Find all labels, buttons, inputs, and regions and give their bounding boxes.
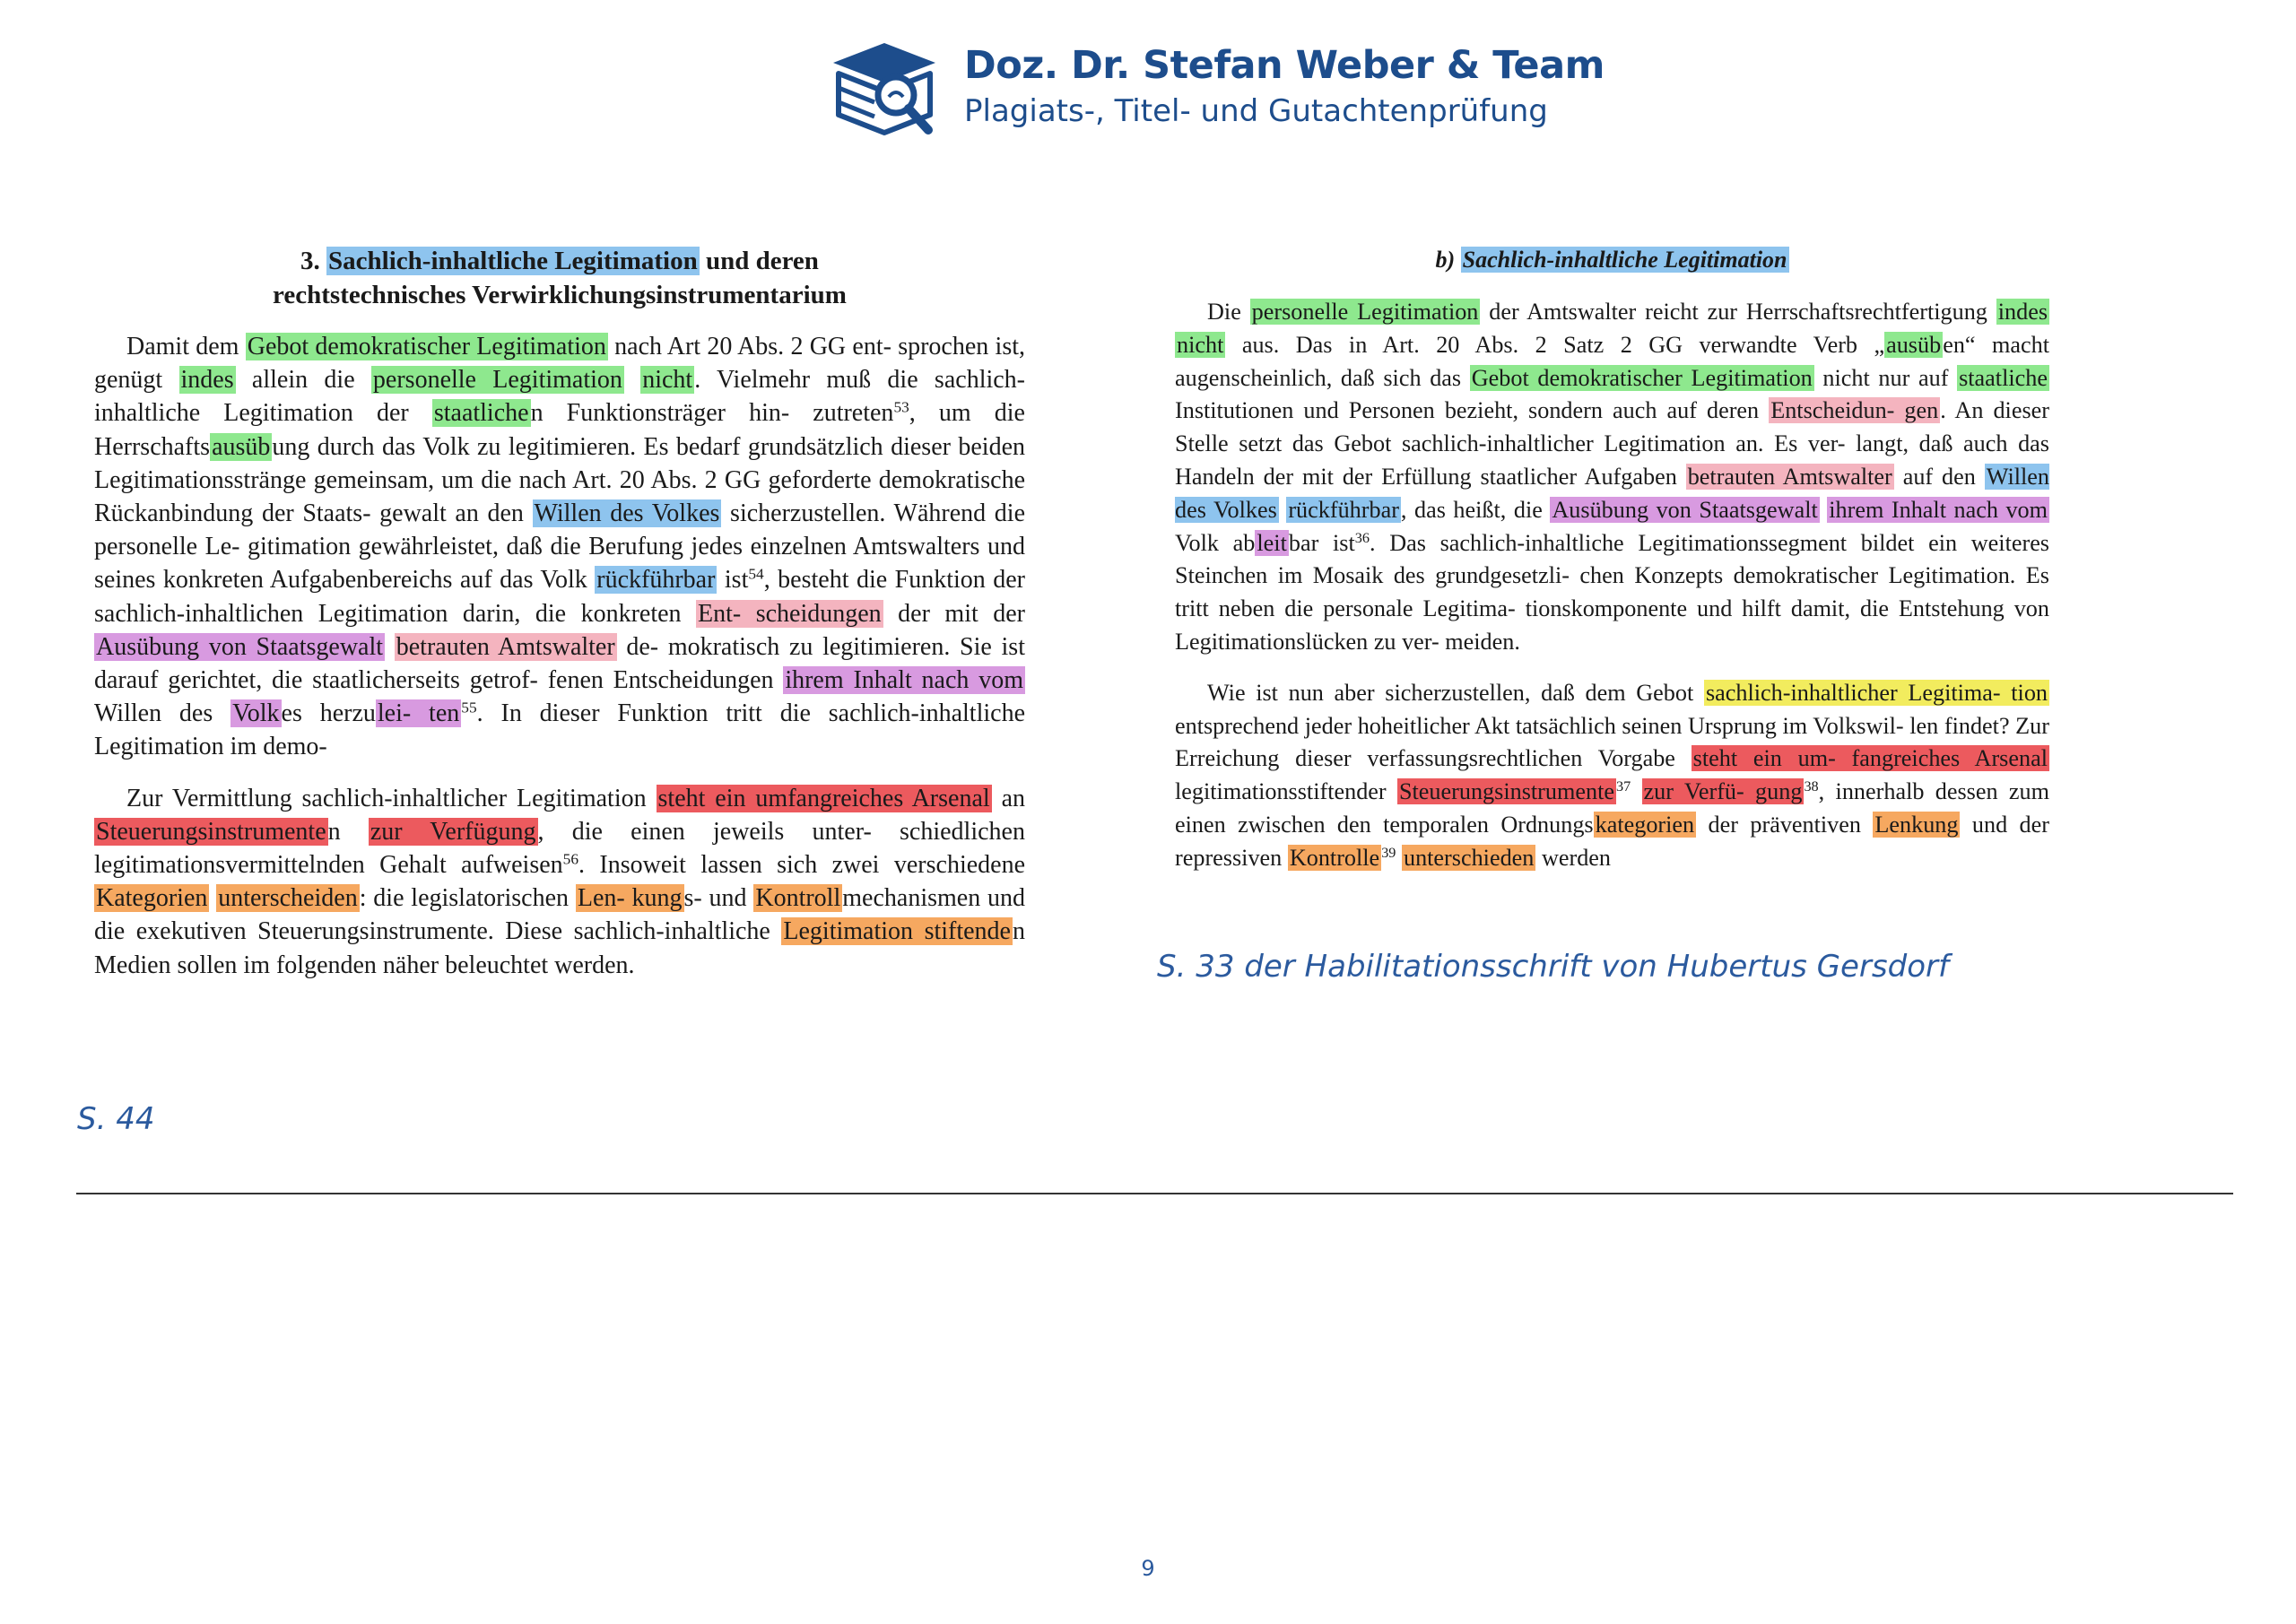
text-run: und der repressiven	[1175, 811, 2049, 871]
page-header	[830, 36, 1605, 143]
highlight-span: Volk	[232, 699, 280, 728]
highlight-span: indes	[1997, 299, 2048, 325]
text-run: . Das sachlich-inhaltliche Legitimationssegment bildet ein weiteres Steinchen im Mosaik des grundgesetzli- chen Konzepts demokratischer Legitimation. Es tritt neben die personale Legitima- tionskomponente und hilft damit, die Entstehung von Legitimationslücken zu ver- meiden.	[1175, 529, 2050, 655]
highlight-span: unterschieden	[1403, 844, 1535, 871]
highlight-span: kategorien	[1595, 811, 1695, 838]
highlight-span: zur Verfü- gung	[1643, 778, 1803, 805]
text-run: der präventiven	[1696, 811, 1874, 838]
highlight-span: betrauten Amtswalter	[1687, 463, 1892, 490]
highlight-span: zur Verfügung	[370, 817, 536, 846]
footnote-ref: 39	[1381, 844, 1396, 861]
text-run: nicht nur auf	[1813, 364, 1958, 391]
text-run: : die legislatorischen	[359, 884, 576, 913]
highlight-span: Willen des Volkes	[534, 499, 720, 528]
text-run: s- und	[683, 884, 754, 913]
text-run: Institutionen und Personen bezieht, sondern auch auf deren	[1175, 397, 1770, 424]
text-run: legitimationsstiftender	[1175, 778, 1397, 805]
brand-title: Doz. Dr. Stefan Weber & Team	[964, 43, 1605, 88]
footnote-ref: 53	[893, 398, 909, 416]
source-excerpt-left	[94, 244, 1025, 982]
paragraph	[94, 330, 1025, 764]
section-heading-right	[1175, 244, 2049, 276]
caption-left: S. 44	[77, 1101, 155, 1137]
divider	[76, 1193, 2233, 1194]
caption-right: S. 33 der Habilitationsschrift von Hubertus Gersdorf	[1157, 949, 1949, 985]
book-magnifier-logo-icon	[830, 39, 939, 138]
text-run: auf den	[1893, 463, 1985, 490]
highlight-span: Lenkung	[1874, 811, 1959, 838]
highlight-span: Steuerungsinstrumente	[1398, 778, 1614, 805]
text-run: . Vielmehr muß die sachlich-inhaltliche Legitimation der	[94, 366, 1025, 428]
text-run	[1396, 845, 1402, 871]
highlight-span: Entscheidun- gen	[1770, 397, 1939, 424]
highlight-span: staatliche	[433, 399, 529, 428]
text-run: an	[991, 784, 1026, 812]
highlight-span: Ent- scheidungen	[698, 599, 882, 628]
highlight-span: unterscheiden	[218, 884, 358, 913]
text-run: Wie ist nun aber sicherzustellen, daß dem Gebot	[1207, 679, 1704, 706]
brand-subtitle: Plagiats-, Titel- und Gutachtenprüfung	[964, 93, 1548, 129]
highlight-span: ausüb	[1886, 331, 1942, 358]
highlight-span: ausüb	[212, 432, 271, 461]
text-run: entsprechend jeder hoheitlicher Akt tatsächlich seinen Ursprung im Volkswil- len findet? Zur Erreichung dieser verfassungsrechtlichen Vorgabe	[1175, 712, 2049, 772]
footnote-ref: 38	[1804, 778, 1819, 795]
text-run: , besteht die Funktion der sachlich-inhaltlichen Legitimation darin, die konkreten	[94, 566, 1025, 628]
highlight-span: Kontroll	[755, 884, 841, 913]
highlight-span: sachlich-inhaltlicher Legitima- tion	[1705, 679, 2048, 706]
text-run: es herzu	[281, 699, 376, 728]
highlight-span: nicht	[642, 366, 693, 395]
highlight-span: lei- ten	[377, 699, 460, 728]
highlight-span: Sachlich-inhaltliche Legitimation	[1462, 247, 1787, 273]
highlight-span: Willen des Volkes	[1175, 463, 2049, 523]
highlight-span: leit	[1257, 529, 1287, 556]
section-heading-left: 3. Sachlich-inhaltliche Legitimation und deren rechtstechnisches Verwirklichungsinstrumentarium	[273, 247, 847, 309]
page-number: 9	[1141, 1556, 1155, 1581]
highlight-span: Legitimation stiftende	[783, 917, 1011, 946]
highlight-span: Kontrolle	[1289, 844, 1380, 871]
footnote-ref: 54	[748, 565, 764, 583]
heading-line: rechtstechnisches Verwirklichungsinstrumentarium	[273, 281, 847, 309]
paragraph	[1175, 677, 2049, 875]
text-run: . In dieser Funktion tritt die sachlich-inhaltliche Legitimation im demo-	[94, 699, 1025, 761]
footnote-ref: 56	[562, 850, 579, 868]
text-run: bar ist	[1288, 529, 1355, 556]
highlight-span: indes	[180, 366, 234, 395]
highlight-span: Sachlich-inhaltliche Legitimation	[328, 247, 698, 275]
text-run	[1820, 497, 1828, 523]
text-run: . Insoweit lassen sich zwei verschiedene	[578, 851, 1026, 880]
text-run: allein die	[235, 366, 371, 395]
text-run: Zur Vermittlung sachlich-inhaltlicher Legitimation	[126, 784, 657, 812]
highlight-span: personelle Legitimation	[372, 366, 622, 395]
highlight-span: Gebot demokratischer Legitimation	[247, 333, 606, 360]
text-run: en“ macht augenscheinlich, daß sich das	[1175, 331, 2049, 391]
footnote-ref: 55	[461, 699, 477, 716]
highlight-span: ihrem Inhalt nach vom	[785, 666, 1023, 695]
highlight-span: nicht	[1177, 331, 1224, 358]
text-run: ung durch das Volk zu legitimieren. Es bedarf grundsätzlich dieser beiden Legitimationsstränge gemeinsam, um die nach Art. 20 Abs. 2 GG geforderte demokratische Rückanbindung der Staats- gewalt an den	[94, 432, 1025, 528]
text-run	[1631, 778, 1641, 804]
footnote-ref: 36	[1354, 529, 1370, 546]
text-run: sicherzustellen. Während die personelle Le- gitimation gewährleistet, daß die Berufung jedes einzelnen Amtswalters und seines konkreten Aufgabenbereichs auf das Volk	[94, 499, 1025, 595]
text-run	[385, 633, 395, 661]
highlight-span: steht ein um- fangreiches Arsenal	[1692, 745, 2048, 772]
heading-prefix: b)	[1435, 247, 1461, 273]
text-run: n Medien sollen im folgenden näher beleuchtet werden.	[94, 917, 1025, 979]
text-run: der mit der	[883, 599, 1025, 628]
text-run: . An dieser Stelle setzt das Gebot sachlich-inhaltlicher Legitimation an. Es ver- langt, daß auch das Handeln der mit der Erfüllung staatlicher Aufgaben	[1175, 397, 2049, 490]
text-run: werden	[1535, 844, 1612, 871]
text-run: Damit dem	[126, 333, 246, 360]
paragraph	[1175, 296, 2049, 659]
footnote-ref: 37	[1615, 778, 1631, 795]
highlight-span: Steuerungsinstrumente	[96, 817, 326, 846]
text-run: , innerhalb dessen zum einen zwischen den temporalen Ordnungs	[1175, 778, 2049, 838]
text-run	[624, 366, 640, 394]
paragraph	[94, 782, 1025, 982]
text-run: ist	[717, 566, 749, 595]
highlight-span: ihrem Inhalt nach vom	[1829, 496, 2048, 523]
text-run: de- mokratisch zu legitimieren. Sie ist darauf gerichtet, die staatlicherseits getrof- fenen Entscheidungen	[94, 632, 1025, 695]
highlight-span: Gebot demokratischer Legitimation	[1471, 364, 1813, 391]
highlight-span: rückführbar	[1288, 496, 1399, 523]
highlight-span: rückführbar	[596, 566, 716, 595]
highlight-span: Kategorien	[96, 884, 208, 913]
source-excerpt-right	[1175, 244, 2049, 875]
text-run: Volk ab	[1175, 529, 1256, 556]
highlight-span: personelle Legitimation	[1251, 299, 1479, 325]
highlight-span: Ausübung von Staatsgewalt	[1552, 496, 1818, 523]
text-run: nach Art 20 Abs. 2 GG ent- sprochen ist, genügt	[94, 333, 1026, 395]
highlight-span: betrauten Amtswalter	[396, 632, 615, 661]
text-run: , um die Herrschafts	[94, 399, 1025, 461]
text-run: aus. Das in Art. 20 Abs. 2 Satz 2 GG verwandte Verb „	[1225, 331, 1885, 358]
text-run: Die	[1207, 299, 1250, 325]
highlight-span: Ausübung von Staatsgewalt	[96, 632, 384, 661]
highlight-span: steht ein umfangreiches Arsenal	[657, 784, 990, 812]
text-run: n	[327, 817, 369, 846]
highlight-span: staatliche	[1959, 364, 2048, 391]
text-run: , das heißt, die	[1400, 496, 1551, 523]
text-run: Willen des	[94, 699, 231, 728]
text-run: der Amtswalter reicht zur Herrschaftsrechtfertigung	[1480, 299, 1996, 325]
highlight-span: Len- kung	[577, 884, 683, 913]
text-run: mechanismen und die exekutiven Steuerungsinstrumente. Diese sachlich-inhaltliche	[94, 884, 1026, 946]
text-run: , die einen jeweils unter- schiedlichen legitimationsvermittelnden Gehalt aufweisen	[94, 817, 1025, 880]
text-run: n Funktionsträger hin- zutreten	[530, 399, 894, 428]
